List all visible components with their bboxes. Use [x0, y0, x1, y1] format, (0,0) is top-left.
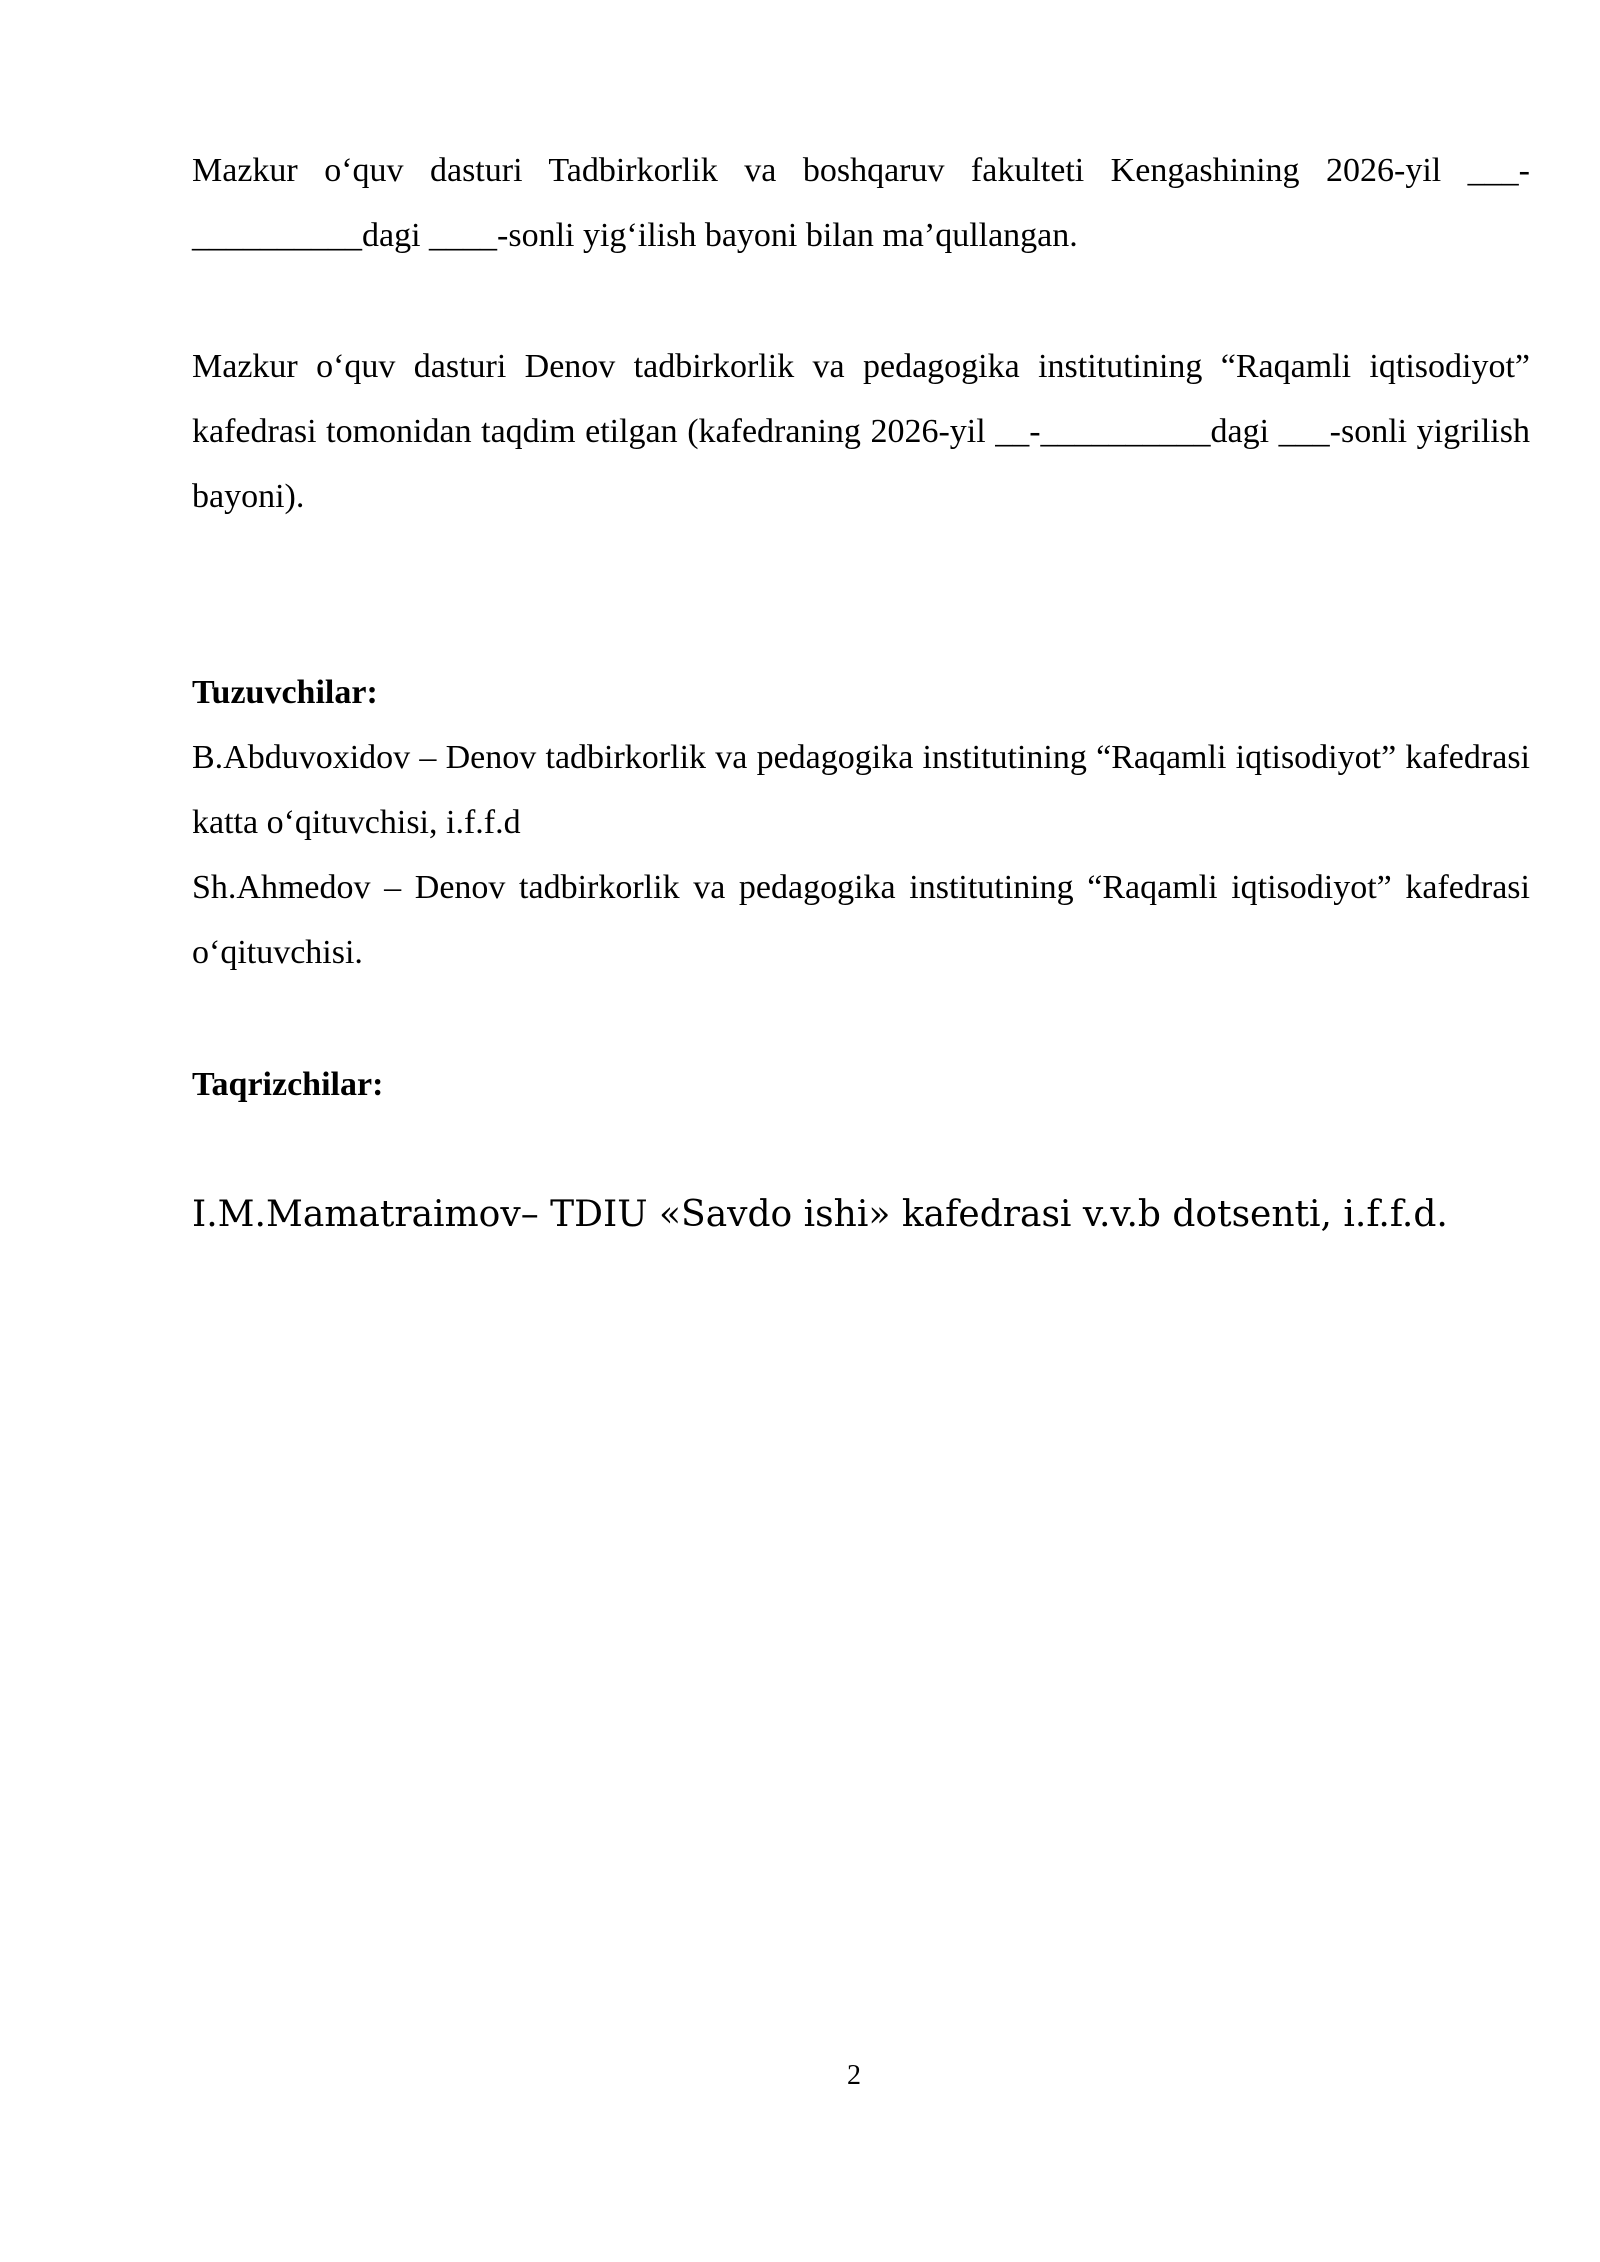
reviewers-heading: Taqrizchilar: — [192, 1066, 384, 1103]
department-paragraph: Mazkur o‘quv dasturi Denov tadbirkorlik va pedagogika institutining “Raqamli iqtisodiyot” kafedrasi tomonidan taqdim etilgan (kafedraning 2026-yil __-__________dagi ___-sonli yigrilish bayoni). — [192, 348, 1530, 515]
compiler-entry: Sh.Ahmedov – Denov tadbirkorlik va pedagogika institutining “Raqamli iqtisodiyot” kafedrasi o‘qituvchisi. — [192, 869, 1530, 971]
page-number: 2 — [847, 2060, 861, 2091]
approval-paragraph: Mazkur o‘quv dasturi Tadbirkorlik va boshqaruv fakulteti Kengashining 2026-yil ___-__________dagi ____-sonli yig‘ilish bayoni bilan ma’qullangan. — [192, 152, 1530, 254]
compiler-entry: B.Abduvoxidov – Denov tadbirkorlik va pedagogika institutining “Raqamli iqtisodiyot” kafedrasi katta o‘qituvchisi, i.f.f.d — [192, 739, 1530, 841]
compilers-heading: Tuzuvchilar: — [192, 674, 378, 711]
compilers-list — [192, 725, 1530, 985]
reviewer-entry: I.M.Mamatraimov– TDIU «Savdo ishi» kafedrasi v.v.b dotsenti, i.f.f.d. — [192, 1194, 1448, 1235]
